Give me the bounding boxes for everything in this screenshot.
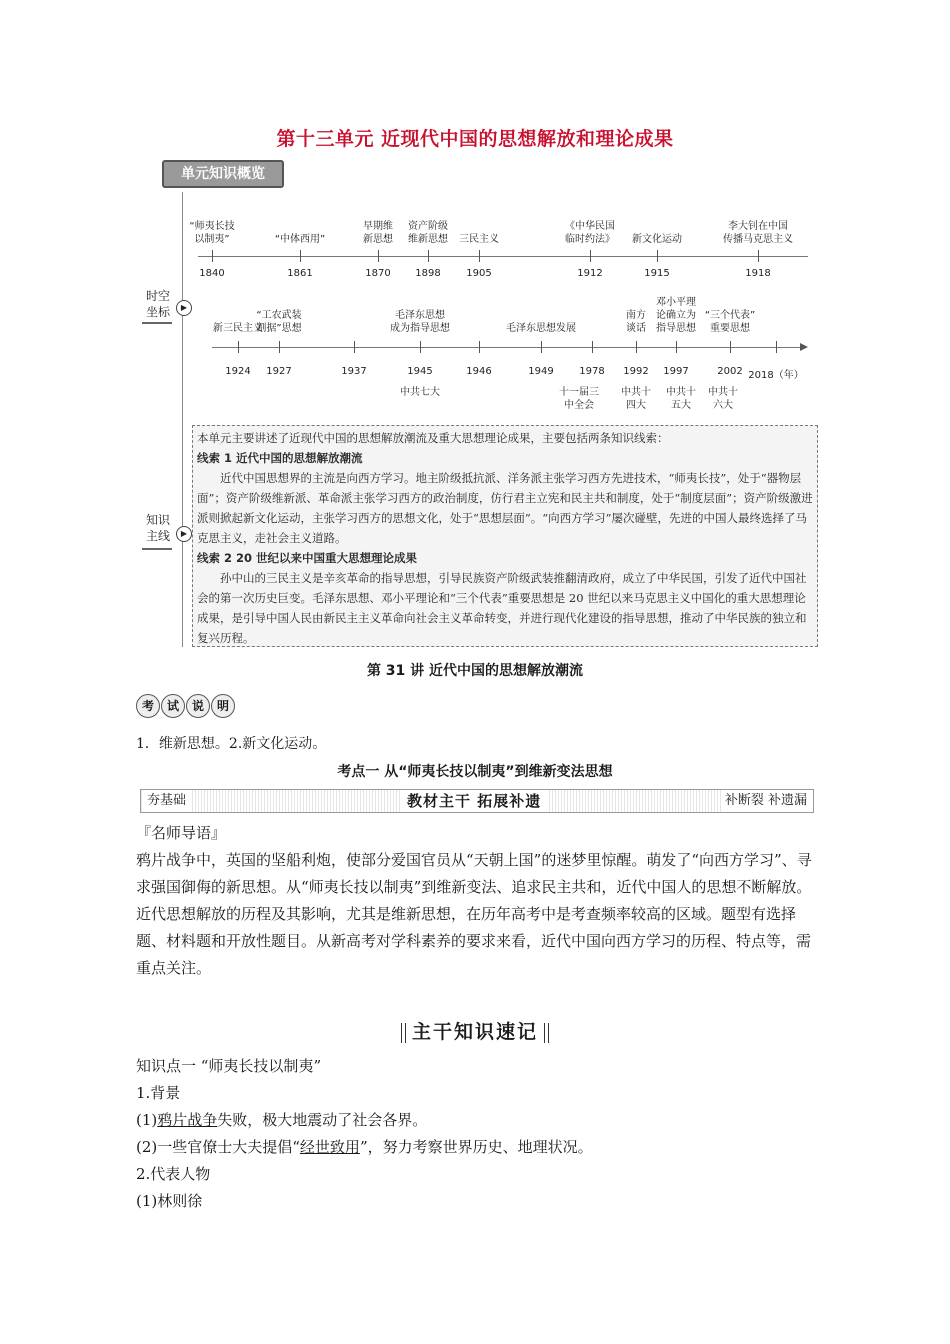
timeline-event-label: 邓小平理 论确立为 指导思想 [656, 297, 696, 334]
bar-center-label: 教材主干 拓展补遗 [401, 790, 547, 812]
text: ”，努力考察世界历史、地理状况。 [359, 1138, 593, 1156]
timeline-event-label: 南方 谈话 [626, 310, 646, 334]
timeline-tick [212, 250, 213, 262]
timeline-tick [657, 250, 658, 262]
text: (2)一些官僚士大夫提倡“ [136, 1138, 300, 1156]
section-bar [140, 789, 814, 813]
text: 失败，极大地震动了社会各界。 [217, 1111, 428, 1129]
left-vertical-rule [182, 192, 183, 647]
mainline-intro: 本单元主要讲述了近现代中国的思想解放潮流及重大思想理论成果，主要包括两条知识线索： [197, 431, 669, 445]
timeline-year: 1946 [466, 366, 492, 377]
exam-text: 1．维新思想。2.新文化运动。 [136, 736, 327, 752]
side-label-timeline: 时空 坐标 [145, 289, 170, 319]
timeline-event-label: “中体西用” [274, 234, 326, 245]
timeline-tick [730, 341, 731, 353]
side-label-mainline: 知识 主线 [145, 513, 170, 543]
timeline-event-label: 毛泽东思想 成为指导思想 [390, 310, 450, 334]
timeline-tick [676, 341, 677, 353]
timeline-congress-label: 中共十 六大 [708, 387, 738, 411]
timeline-axis-2 [212, 347, 802, 348]
timeline-tick [590, 250, 591, 262]
section-heading-text: 主干知识速记 [411, 1021, 538, 1043]
clue-2-title: 线索 2 20 世纪以来中国重大思想理论成果 [197, 551, 418, 565]
clue-1-title: 线索 1 近代中国的思想解放潮流 [197, 451, 363, 465]
timeline-event-label: “师夷长技 以制夷” [189, 221, 235, 245]
timeline-tick [479, 341, 480, 353]
timeline-axis-1 [198, 256, 808, 257]
timeline-congress-label: 中共十 五大 [666, 387, 696, 411]
lecture-title: 第 31 讲 近代中国的思想解放潮流 [366, 663, 584, 679]
timeline-year: 1949 [528, 366, 554, 377]
play-arrow-icon: ▶ [176, 526, 192, 542]
timeline-tick [420, 341, 421, 353]
bar-right-label: 补断裂 补遗漏 [721, 790, 811, 812]
timeline-tick [592, 341, 593, 353]
timeline-tick [479, 250, 480, 262]
heading-rule-left [401, 1023, 406, 1043]
timeline-year: 1912 [577, 268, 603, 279]
timeline-congress-label: 中共十 四大 [621, 387, 651, 411]
timeline-event-label: 《中华民国 临时约法》 [565, 221, 615, 245]
bar-left-label: 夯基础 [143, 790, 190, 812]
clue-2-text: 孙中山的三民主义是辛亥革命的指导思想，引导民族资产阶级武装推翻清政府，成立了中华民国，引发了近代中国社会的第一次历史巨变。毛泽东思想、邓小平理论和“三个代表”重要思想是 20 世纪以来马克思主义中国化的重大思想理论成果，是引导中国人民由新民主主义革命向社会主义革命转变，并进行现代化建设的指导思想，推动了中华民族的独立和复兴历程。 [197, 571, 807, 645]
arrow-right-icon [800, 343, 808, 351]
text: (1) [136, 1111, 158, 1129]
timeline-event-label: “工农武装 割据”思想 [256, 310, 302, 334]
timeline-congress-label: 十一届三 中全会 [559, 387, 599, 411]
representatives-title: 2.代表人物 [136, 1165, 211, 1183]
representative-1: (1)林则徐 [136, 1192, 203, 1210]
divider [142, 548, 172, 550]
clue-1-text: 近代中国思想界的主流是向西方学习。地主阶级抵抗派、洋务派主张学习西方先进技术，“师夷长技”，处于“器物层面”；资产阶级维新派、革命派主张学习西方的政治制度，仿行君主立宪和民主共和制度，处于“制度层面”；资产阶级激进派则掀起新文化运动，主张学习西方的思想文化，处于“思想层面”。“向西方学习”屡次碰壁，先进的中国人最终选择了马克思主义，走社会主义道路。 [197, 471, 813, 545]
timeline-year: 1997 [663, 366, 689, 377]
timeline-event-label: 三民主义 [459, 234, 499, 245]
timeline-tick [238, 341, 239, 353]
timeline-event-label: 新三民主义 [213, 323, 263, 334]
section-heading [0, 1017, 950, 1044]
timeline-tick [541, 341, 542, 353]
timeline-event-label: 早期维 新思想 [363, 221, 393, 245]
timeline-tick [636, 341, 637, 353]
timeline-year: 1924 [225, 366, 251, 377]
timeline-year: 1927 [266, 366, 292, 377]
badge-char: 考 [136, 694, 160, 718]
guide-text: 鸦片战争中，英国的坚船利炮，使部分爱国官员从“天朝上国”的迷梦里惊醒。萌发了“向西方学习”、寻求强国御侮的新思想。从“师夷长技以制夷”到维新变法、追求民主共和，近代中国人的思想不断解放。近代思想解放的历程及其影响，尤其是维新思想，在历年高考中是考查频率较高的区域。题型有选择题、材料题和开放性题目。从新高考对学科素养的要求来看，近代中国向西方学习的历程、特点等，需重点关注。 [136, 851, 812, 977]
background-item-1 [136, 1107, 816, 1134]
timeline-year: 1945 [407, 366, 433, 377]
timeline-congress-label: 中共七大 [400, 387, 440, 398]
underlined-term: 经世致用 [299, 1138, 360, 1156]
timeline-event-label: “三个代表” 重要思想 [704, 310, 756, 334]
divider [142, 322, 172, 324]
timeline-year: 2002 [717, 366, 743, 377]
timeline-year: 1905 [466, 268, 492, 279]
timeline-year: 1978 [579, 366, 605, 377]
timeline-event-label: 资产阶级 维新思想 [408, 221, 448, 245]
unit-overview-tab: 单元知识概览 [162, 160, 284, 188]
play-arrow-icon: ▶ [176, 300, 192, 316]
exam-description-badges [136, 694, 236, 718]
timeline-year: 1898 [415, 268, 441, 279]
timeline-year: 1870 [365, 268, 391, 279]
timeline-tick [428, 250, 429, 262]
knowledge-point-title: 知识点一 “师夷长技以制夷” [136, 1057, 322, 1075]
badge-char: 说 [186, 694, 210, 718]
heading-rule-right [544, 1023, 549, 1043]
timeline-year: 1918 [745, 268, 771, 279]
key-point-title: 考点一 从“师夷长技以制夷”到维新变法思想 [337, 764, 613, 780]
timeline-tick [776, 341, 777, 353]
timeline-year: 1840 [199, 268, 225, 279]
badge-char: 试 [161, 694, 185, 718]
timeline-year: 2018（年） [748, 370, 804, 381]
timeline-tick [378, 250, 379, 262]
background-title: 1.背景 [136, 1084, 181, 1102]
background-item-2 [136, 1134, 816, 1161]
timeline-year: 1915 [644, 268, 670, 279]
timeline-tick [300, 250, 301, 262]
timeline-tick [758, 250, 759, 262]
timeline-year: 1937 [341, 366, 367, 377]
timeline-event-label: 毛泽东思想发展 [506, 323, 576, 334]
timeline-tick [354, 341, 355, 353]
page-title: 第十三单元 近现代中国的思想解放和理论成果 [276, 128, 674, 150]
underlined-term: 鸦片战争 [157, 1111, 218, 1129]
timeline-year: 1992 [623, 366, 649, 377]
guide-label: 『名师导语』 [136, 824, 227, 842]
badge-char: 明 [211, 694, 235, 718]
timeline-event-label: 新文化运动 [632, 234, 682, 245]
timeline-tick [279, 341, 280, 353]
knowledge-mainline-box [192, 425, 818, 647]
timeline-year: 1861 [287, 268, 313, 279]
timeline-event-label: 李大钊在中国 传播马克思主义 [723, 221, 793, 245]
